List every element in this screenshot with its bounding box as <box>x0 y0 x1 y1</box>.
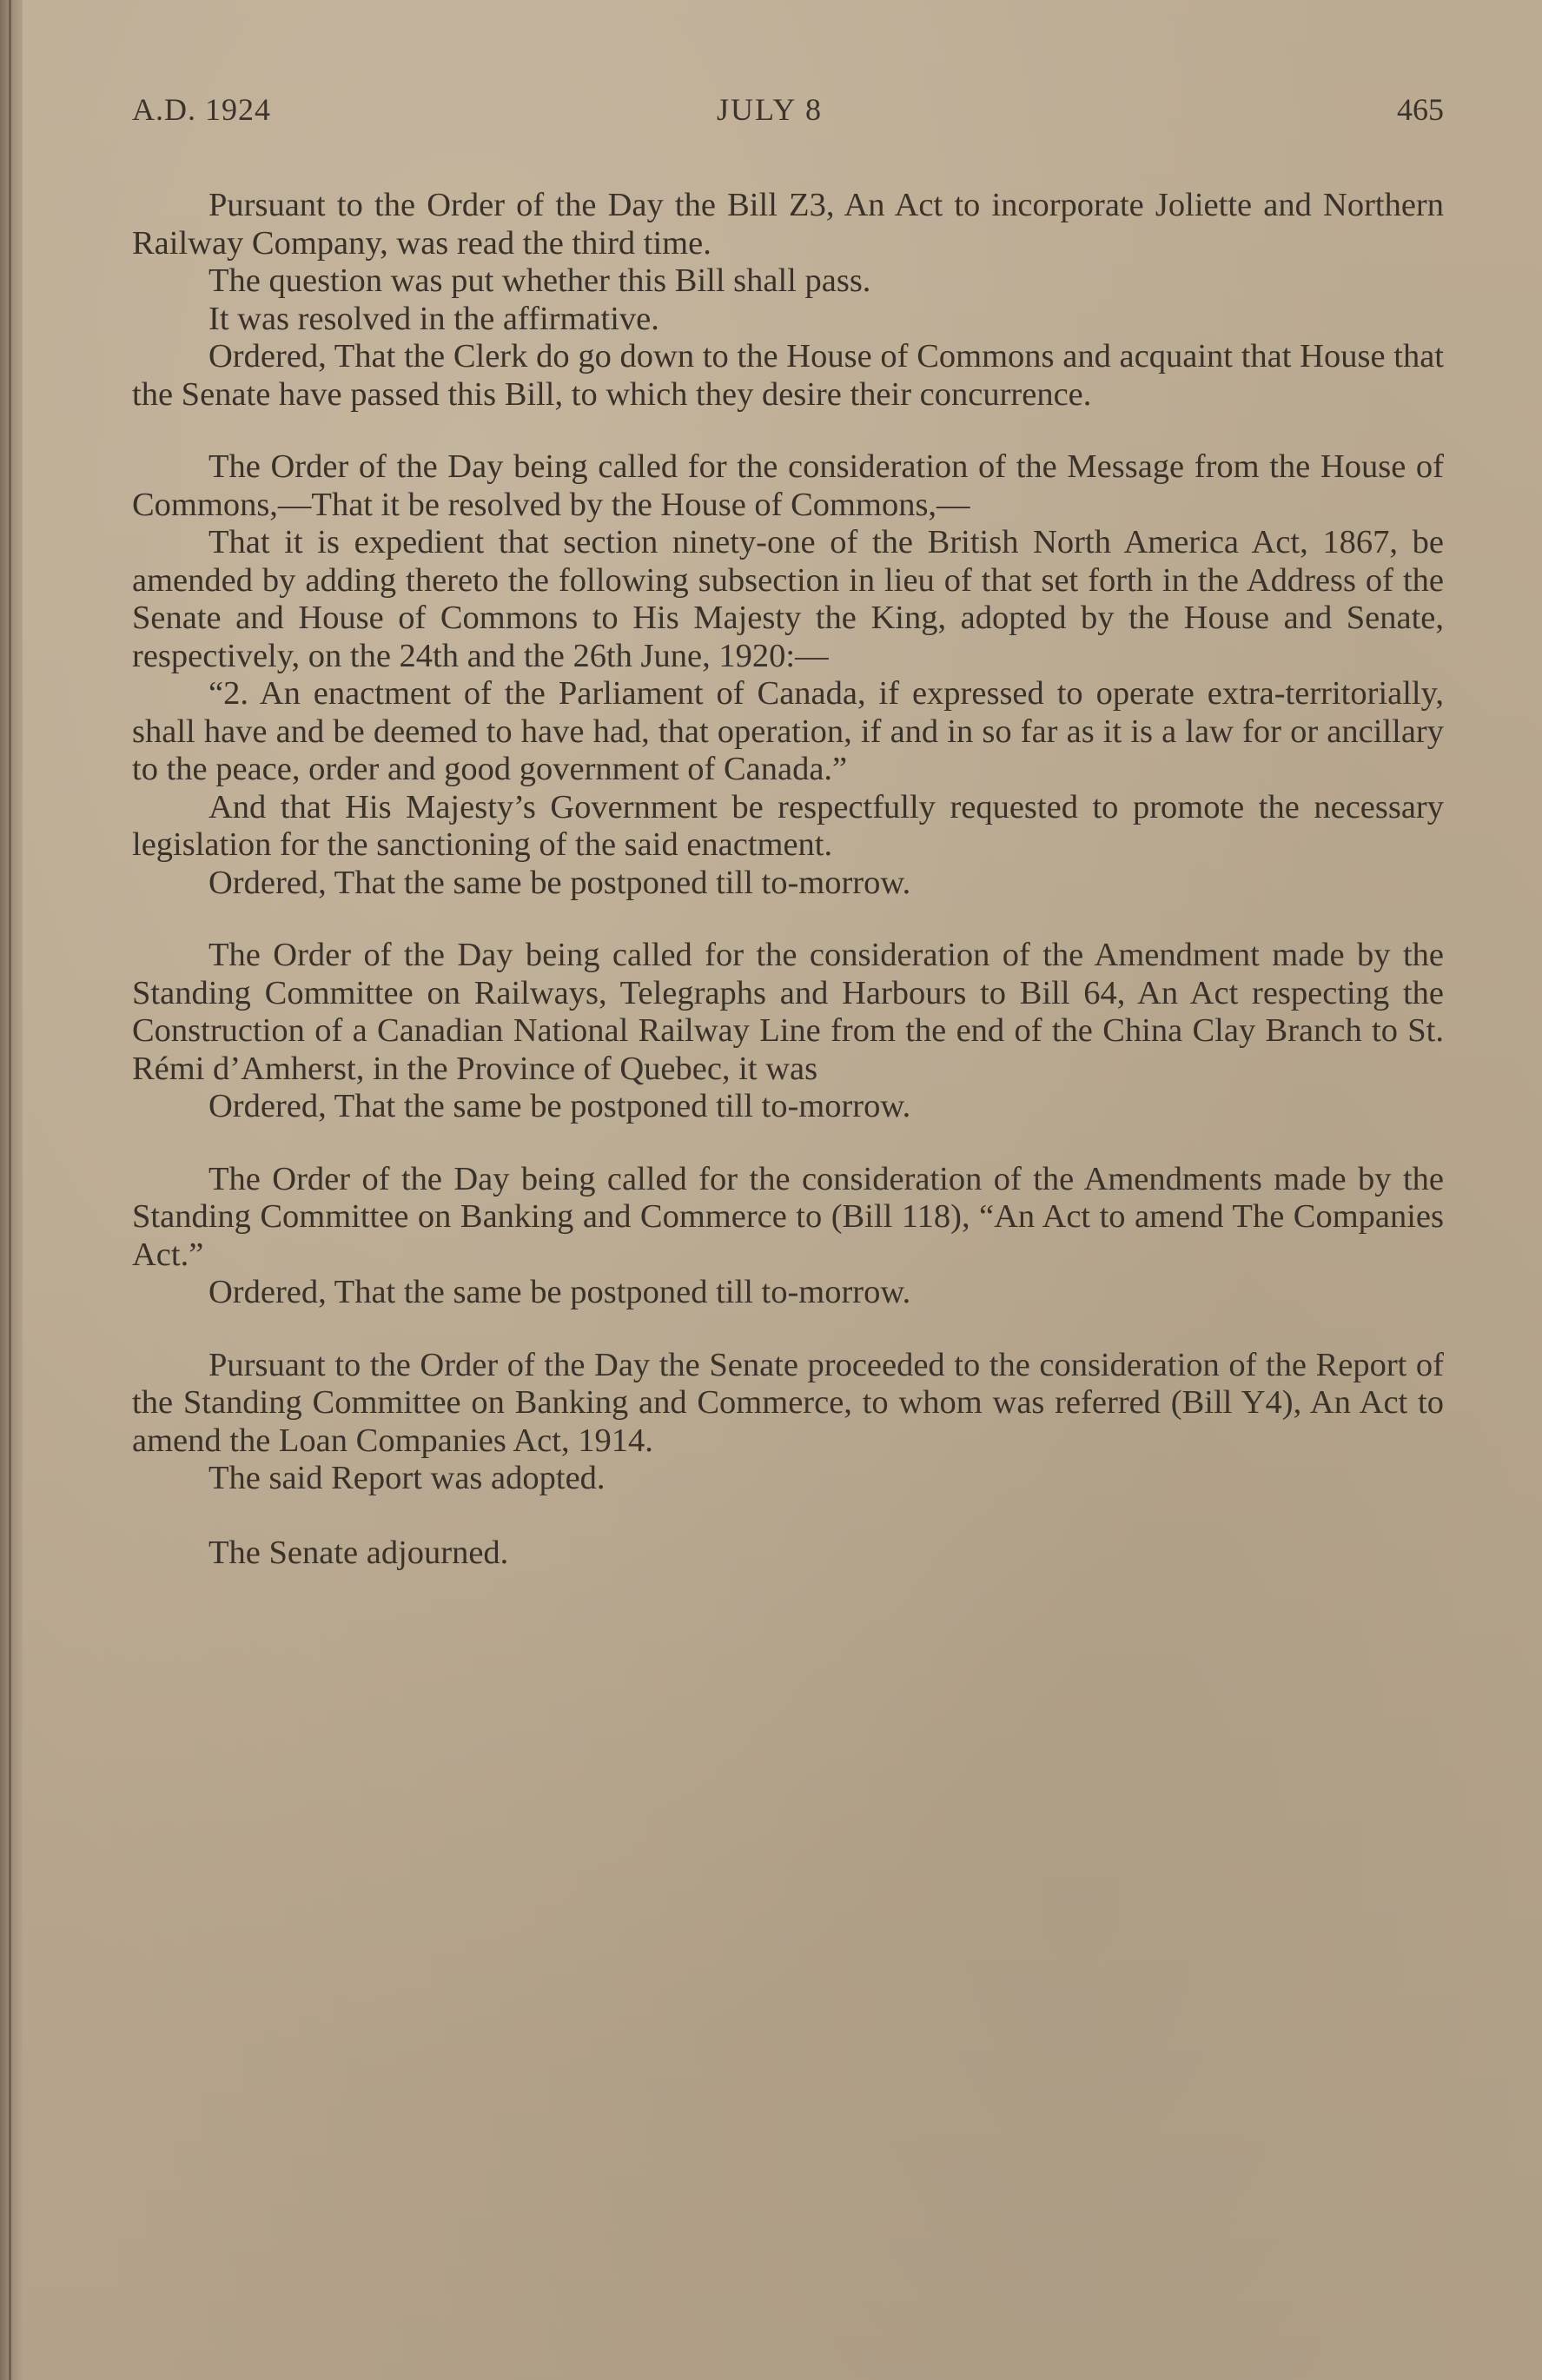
paragraph: The Order of the Day being called for the consideration of the Amendment made by the Standing Committee on Railways, Telegraphs and Harbours to Bill 64, An Act respecting the Construction of a Canadian National Railway Line from the end of the China Clay Branch to St. Rémi d’Amherst, in the Province of Quebec, it was <box>132 937 1444 1087</box>
paragraph: The said Report was adopted. <box>208 1460 606 1496</box>
section-commons-message <box>132 448 1444 902</box>
paragraph: Ordered, That the same be postponed till to-morrow. <box>208 864 911 901</box>
section-gap <box>132 1126 1444 1161</box>
paragraph: Pursuant to the Order of the Day the Senate proceeded to the consideration of the Report of the Standing Committee on Banking and Commerce, to whom was referred (Bill Y4), An Act to amend the Loan Companies Act, 1914. <box>132 1346 1444 1459</box>
section-gap <box>132 1498 1444 1535</box>
header-date: JULY 8 <box>717 92 824 127</box>
running-header <box>132 91 1444 135</box>
section-gap <box>132 414 1444 448</box>
spine-binding-line <box>9 0 11 2380</box>
paragraph: “2. An enactment of the Parliament of Canada, if expressed to operate extra-territorially, shall have and be deemed to have had, that operation, if and in so far as it is a law for or ancillary to the peace, order and good government of Canada.” <box>132 675 1444 787</box>
paragraph: Ordered, That the Clerk do go down to the House of Commons and acquaint that House that the Senate have passed this Bill, to which they desire their concurrence. <box>132 338 1444 413</box>
paragraph: Ordered, That the same be postponed till to-morrow. <box>208 1088 911 1124</box>
paragraph: The Senate adjourned. <box>208 1534 509 1571</box>
paragraph: Ordered, That the same be postponed till to-morrow. <box>208 1274 911 1310</box>
section-bill-y4 <box>132 1347 1444 1498</box>
page-spine-edge <box>0 0 23 2380</box>
paragraph: The question was put whether this Bill shall pass. <box>208 262 871 299</box>
section-bill-64 <box>132 937 1444 1126</box>
header-year: A.D. 1924 <box>132 92 271 127</box>
section-gap <box>132 1312 1444 1347</box>
section-gap <box>132 902 1444 937</box>
paragraph: It was resolved in the affirmative. <box>208 300 659 337</box>
page-number: 465 <box>1397 92 1444 127</box>
section-joliette-bill <box>132 187 1444 414</box>
section-bill-118 <box>132 1161 1444 1312</box>
paragraph: And that His Majesty’s Government be respectfully requested to promote the necessary legislation for the sanctioning of the said enactment. <box>132 788 1444 863</box>
paragraph: The Order of the Day being called for the consideration of the Amendments made by the Standing Committee on Banking and Commerce to (Bill 118), “An Act to amend The Companies Act.” <box>132 1160 1444 1273</box>
paragraph: That it is expedient that section ninety-one of the British North America Act, 1867, be amended by adding thereto the following subsection in lieu of that set forth in the Address of the Senate and House of Commons to His Majesty the King, adopted by the House and Senate, respectively, on the 24th and the 26th June, 1920:— <box>132 524 1444 674</box>
journal-body <box>132 187 1444 1572</box>
paragraph: Pursuant to the Order of the Day the Bill Z3, An Act to incorporate Joliette and Northern Railway Company, was read the third time. <box>132 187 1444 262</box>
paragraph: The Order of the Day being called for the consideration of the Message from the House of Commons,—That it be resolved by the House of Commons,— <box>132 448 1444 523</box>
section-adjournment <box>132 1535 1444 1573</box>
